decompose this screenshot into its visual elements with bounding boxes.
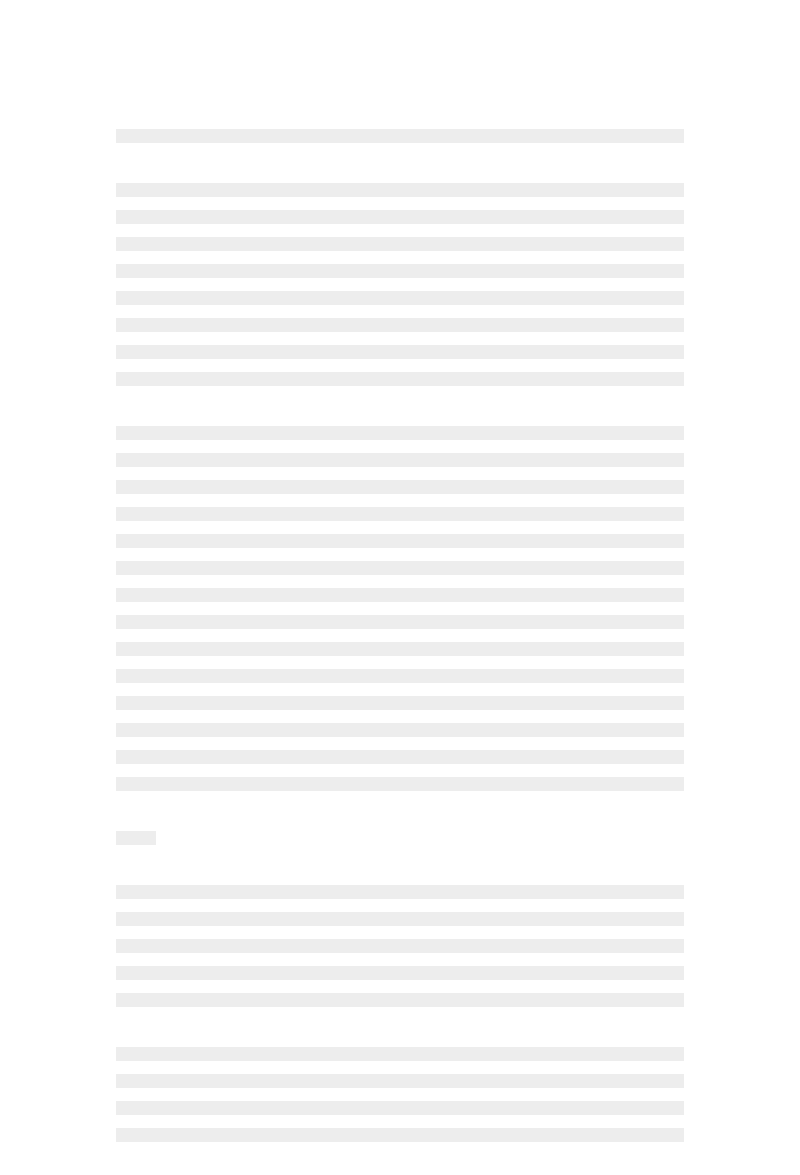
body-text (116, 122, 684, 1175)
paragraph-1 (116, 122, 684, 149)
sound-effect-line (116, 824, 156, 851)
paragraph-2 (116, 176, 684, 392)
paragraph-3 (116, 419, 684, 797)
paragraph-4 (116, 878, 684, 1013)
